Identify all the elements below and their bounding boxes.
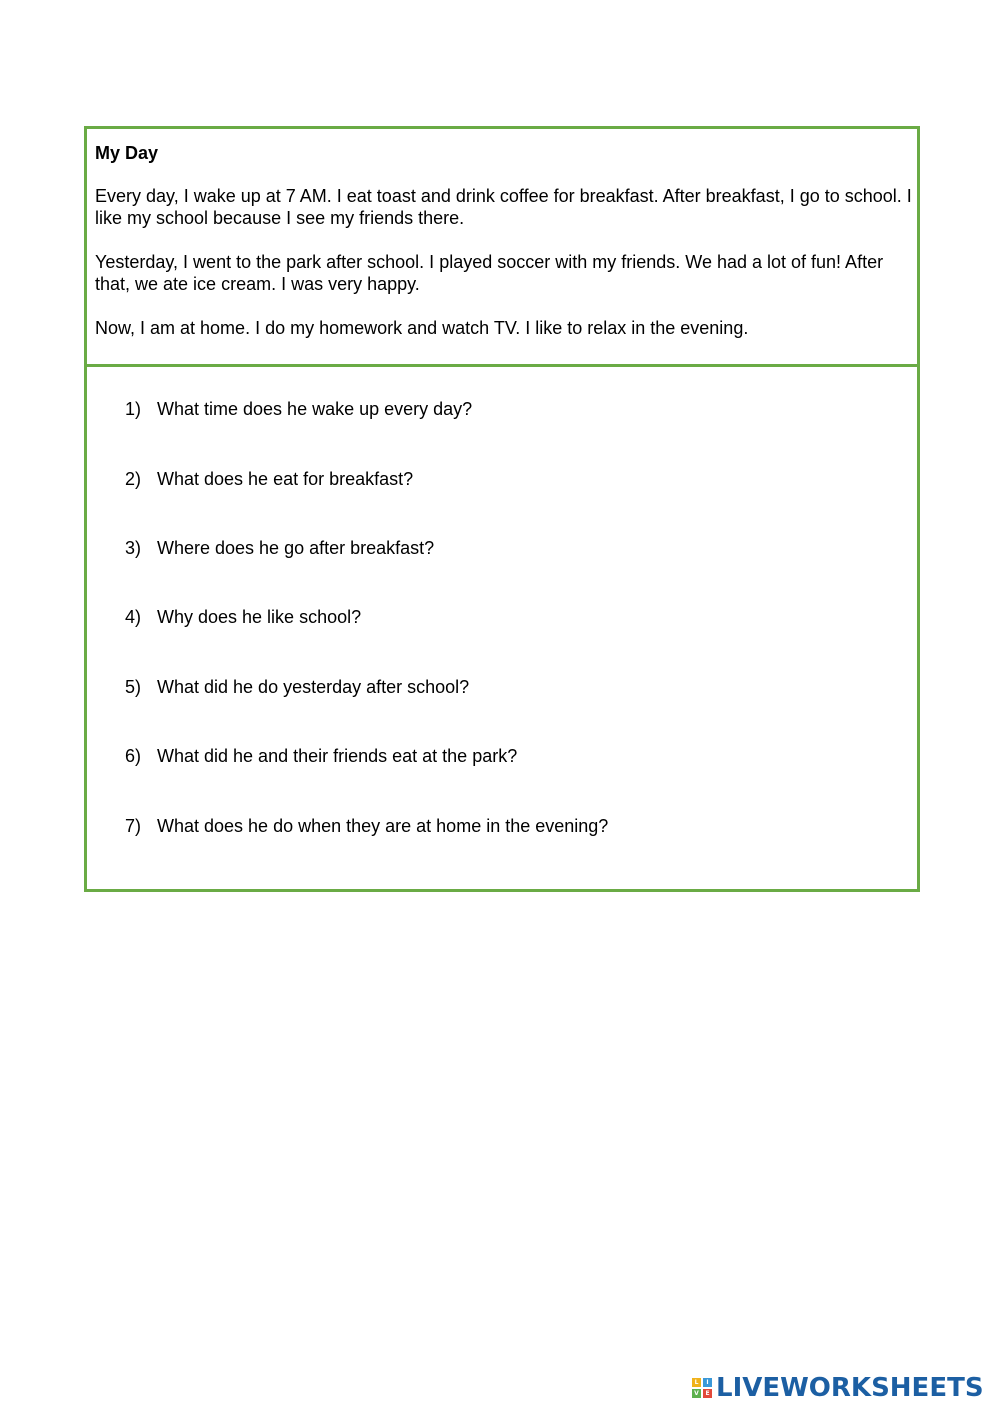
question-1 (125, 398, 472, 420)
reading-paragraph-1: Every day, I wake up at 7 AM. I eat toast and drink coffee for breakfast. After breakfast, I go to school. I like my school because I see my friends there. (95, 186, 912, 228)
logo-tile-i: I (703, 1378, 712, 1387)
reading-paragraph-2: Yesterday, I went to the park after school. I played soccer with my friends. We had a lot of fun! After that, we ate ice cream. I was very happy. (95, 252, 884, 294)
question-text: What does he do when they are at home in the evening? (157, 816, 609, 836)
question-2 (125, 468, 413, 490)
question-number: 4) (125, 607, 142, 627)
question-number: 3) (125, 538, 142, 558)
logo-tile-v: V (692, 1389, 701, 1398)
reading-title: My Day (95, 143, 159, 163)
question-text: What did he do yesterday after school? (157, 677, 470, 697)
question-3 (125, 537, 434, 559)
question-4 (125, 606, 361, 628)
question-6 (125, 745, 517, 767)
reading-paragraph-3: Now, I am at home. I do my homework and watch TV. I like to relax in the evening. (95, 318, 749, 338)
question-number: 7) (125, 816, 142, 836)
questions-list (87, 370, 917, 889)
question-number: 5) (125, 677, 142, 697)
question-text: What time does he wake up every day? (157, 399, 473, 419)
question-number: 1) (125, 399, 142, 419)
logo-tile-e: E (703, 1389, 712, 1398)
reading-passage (87, 129, 917, 367)
liveworksheets-logo (692, 1374, 984, 1402)
question-text: What did he and their friends eat at the park? (157, 746, 518, 766)
logo-tile-l: L (692, 1378, 701, 1387)
logo-text: LIVEWORKSHEETS (716, 1373, 984, 1403)
question-number: 2) (125, 469, 142, 489)
worksheet-box (84, 126, 920, 892)
question-text: Where does he go after breakfast? (157, 538, 435, 558)
question-7 (125, 815, 608, 837)
question-text: What does he eat for breakfast? (157, 469, 414, 489)
question-text: Why does he like school? (157, 607, 362, 627)
question-number: 6) (125, 746, 142, 766)
logo-tiles-icon (692, 1378, 712, 1398)
question-5 (125, 676, 469, 698)
